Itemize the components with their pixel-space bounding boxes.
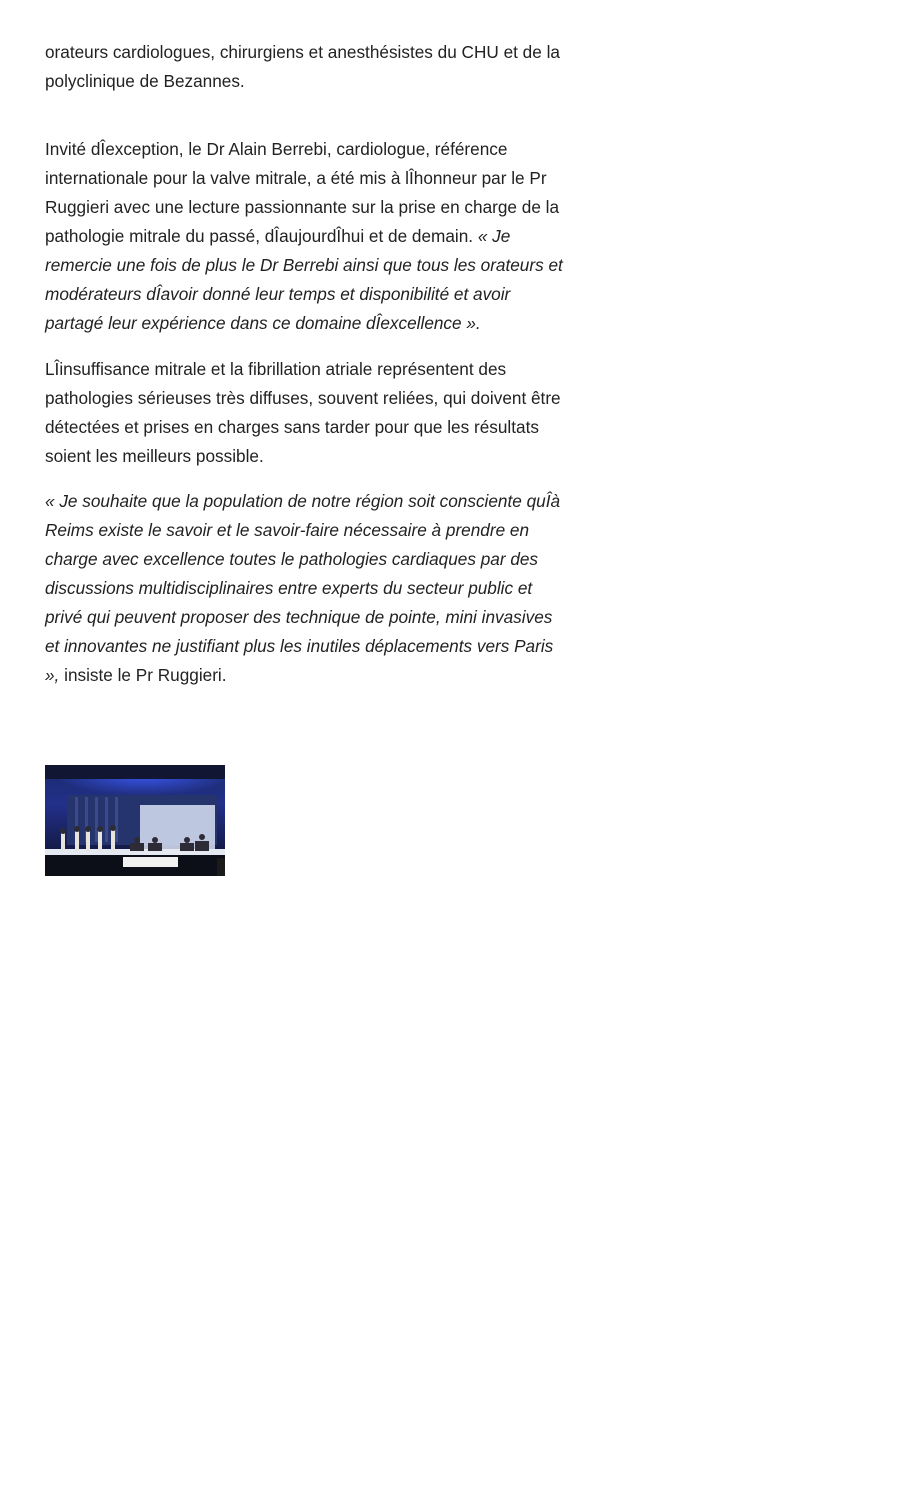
conference-photo[interactable] — [45, 765, 225, 876]
conference-stage-icon — [45, 765, 225, 876]
paragraph-pathologies: LÎinsuffisance mitrale et la fibrillation atriale représentent des pathologies sérieuses très diffuses, souvent reliées, qui doivent être détectées et prises en charges sans tarder pour que les résultats soient les meilleurs possible. — [45, 359, 561, 466]
region-quote: « Je souhaite que la population de notre région soit consciente quÎà Reims existe le savoir et le savoir-faire nécessaire à prendre en charge avec excellence toutes le pathologies cardiaques par des discussions multidisciplinaires entre experts du secteur public et privé qui peuvent proposer des technique de pointe, mini invasives et innovantes ne justifiant plus les inutiles déplacements vers Paris », — [45, 491, 561, 685]
paragraph-region — [45, 487, 565, 690]
paragraph-speakers: orateurs cardiologues, chirurgiens et anesthésistes du CHU et de la polyclinique de Bezannes. — [45, 42, 560, 91]
paragraph-guest — [45, 135, 565, 338]
guest-text: Invité dÎexception, le Dr Alain Berrebi, cardiologue, référence internationale pour la valve mitrale, a été mis à lÎhonneur par le Pr Ruggieri avec une lecture passionnante sur la prise en charge de la pathologie mitrale du passé, dÎaujourdÎhui et de demain. — [45, 139, 560, 246]
region-attribution: insiste le Pr Ruggieri. — [59, 665, 227, 685]
guest-quote: « Je remercie une fois de plus le Dr Berrebi ainsi que tous les orateurs et modérateurs dÎavoir donné leur temps et disponibilité et avoir partagé leur expérience dans ce domaine dÎexcellence ». — [45, 226, 563, 333]
article-body — [45, 38, 565, 707]
